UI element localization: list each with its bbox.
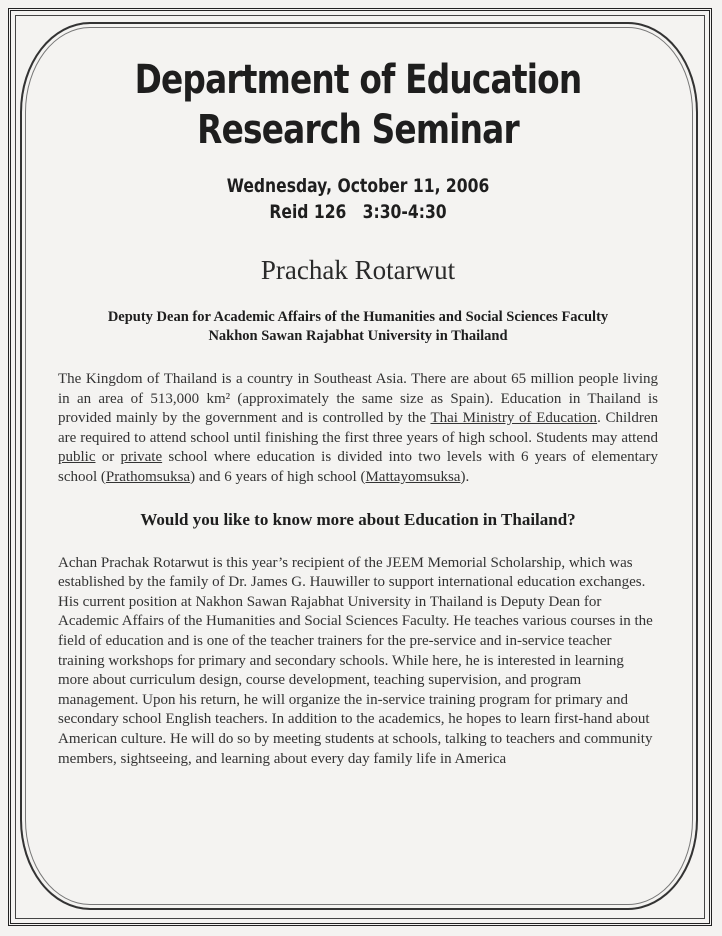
intro-text-2: . Children are required to attend school until finishing the first three years of high school. Students may attend [58, 410, 659, 446]
speaker-name: Prachak Rotarwut [260, 255, 456, 285]
intro-paragraph [58, 370, 658, 488]
intro-text-4: school where education is divided into two levels with 6 years of elementary school ( [58, 449, 659, 485]
flyer-title [112, 0, 604, 155]
question-heading: Would you like to know more about Education in Thailand? [140, 509, 576, 529]
event-date: Wednesday, October 11, 2006 [226, 175, 490, 197]
link-private[interactable]: private [120, 449, 163, 466]
title-line-1: Department of Education [134, 57, 582, 103]
link-mattayomsuksa[interactable]: Mattayomsuksa [365, 468, 461, 485]
link-public[interactable]: public [58, 449, 96, 466]
bio-paragraph: Achan Prachak Rotarwut is this year’s recipient of the JEEM Memorial Scholarship, which was established by the family of Dr. James G. Hauwiller to support international education exchanges. His current position at Nakhon Sawan Rajabhat University in Thailand is Deputy Dean for Academic Affairs of the Humanities and Social Sciences Faculty. He teaches various courses in the field of education and is one of the teacher trainers for the pre-service and in-service teacher training workshops for primary and secondary schools. While here, he is interested in learning more about curriculum design, course development, teaching supervision, and program management. Upon his return, he will organize the in-service training program for primary and secondary school English teachers. In addition to the academics, he hopes to learn first-hand about American culture. He will do so by meeting students at schools, talking to teachers and community members, sightseeing, and learning about every day family life in America [58, 554, 653, 767]
speaker-affiliation [58, 308, 658, 346]
event-details [112, 173, 604, 225]
event-location-time: Reid 126 3:30-4:30 [269, 201, 447, 223]
speaker-institution: Nakhon Sawan Rajabhat University in Thailand [208, 328, 508, 344]
intro-text-1: The Kingdom of Thailand is a country in Southeast Asia. There are about 65 million people living in an area of 513,000 km² (approximately the same size as Spain). Education in Thailand is provided mainly by the government and is controlled by the [58, 371, 658, 427]
flyer-content [58, 0, 658, 769]
speaker-position: Deputy Dean for Academic Affairs of the Humanities and Social Sciences Faculty [107, 309, 609, 325]
title-line-2: Research Seminar [197, 107, 519, 153]
link-thai-ministry[interactable]: Thai Ministry of Education [430, 410, 598, 427]
link-prathomsuksa[interactable]: Prathomsuksa [105, 468, 191, 485]
intro-text-6: ). [460, 468, 470, 485]
intro-text-3: or [95, 449, 121, 466]
intro-text-5: ) and 6 years of high school ( [190, 468, 366, 485]
